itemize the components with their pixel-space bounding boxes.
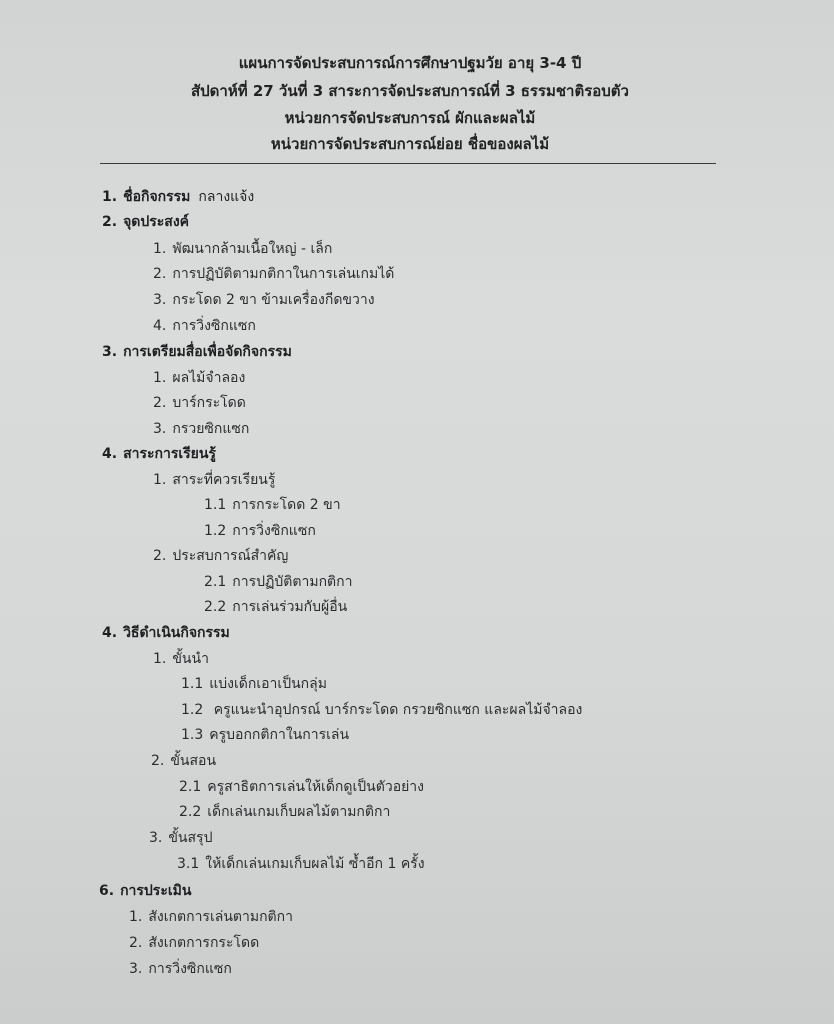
- item-number: 2.: [129, 935, 143, 951]
- item-text: เด็กเล่นเกมเก็บผลไม้ตามกติกา: [207, 804, 391, 820]
- item-text: สังเกตการเล่นตามกติกา: [148, 909, 293, 925]
- list-item: [149, 827, 212, 849]
- item-text: ประสบการณ์สำคัญ: [172, 548, 289, 564]
- list-item: [153, 392, 246, 414]
- sub-list-item: [181, 699, 582, 721]
- item-number: 1.: [153, 472, 167, 488]
- item-number: 2.2: [179, 804, 202, 820]
- item-text: การปฏิบัติตามกติกาในการเล่นเกมได้: [172, 266, 395, 282]
- sub-list-item: [179, 776, 424, 798]
- sub-list-item: [204, 596, 347, 618]
- item-text: ผลไม้จำลอง: [172, 370, 246, 386]
- item-number: 1.2: [181, 702, 204, 718]
- item-text: บาร์กระโดด: [172, 395, 246, 411]
- sub-list-item: [177, 853, 425, 875]
- item-text: ขั้นสรุป: [168, 830, 213, 846]
- header-divider: [100, 163, 716, 164]
- header-title-line-4: หน่วยการจัดประสบการณ์ย่อย ชื่อของผลไม้: [270, 135, 550, 153]
- section-number: 6.: [99, 883, 115, 899]
- item-text: ครูแนะนำอุปกรณ์ บาร์กระโดด กรวยซิกแซก และผลไม้จำลอง: [209, 702, 583, 718]
- item-text: การกระโดด 2 ขา: [232, 497, 341, 513]
- list-item: [129, 932, 259, 954]
- section-materials: [102, 341, 292, 363]
- section-title: วิธีดำเนินกิจกรรม: [123, 625, 230, 641]
- header-title-line-2: สัปดาห์ที่ 27 วันที่ 3 สาระการจัดประสบการณ์ที่ 3 ธรรมชาติรอบตัว: [191, 82, 629, 100]
- item-text: กระโดด 2 ขา ข้ามเครื่องกีดขวาง: [172, 292, 375, 308]
- list-item: [153, 315, 256, 337]
- list-item: [153, 545, 288, 567]
- item-text: การวิ่งซิกแซก: [148, 961, 232, 977]
- section-title: การประเมิน: [120, 883, 192, 899]
- list-item: [153, 367, 245, 389]
- item-number: 2.: [153, 395, 167, 411]
- section-procedure: [102, 622, 230, 644]
- section-number: 4.: [102, 625, 118, 641]
- item-number: 3.: [153, 421, 167, 437]
- sub-list-item: [179, 801, 390, 823]
- item-number: 1.2: [204, 523, 227, 539]
- item-number: 3.: [149, 830, 163, 846]
- item-number: 1.3: [181, 727, 204, 743]
- item-number: 2.1: [204, 574, 227, 590]
- section-value: กลางแจ้ง: [198, 189, 255, 205]
- item-text: ให้เด็กเล่นเกมเก็บผลไม้ ซ้ำอีก 1 ครั้ง: [205, 856, 425, 872]
- section-objectives: [102, 211, 189, 233]
- item-number: 1.1: [181, 676, 204, 692]
- item-text: สังเกตการกระโดด: [148, 935, 260, 951]
- section-number: 1.: [102, 189, 118, 205]
- item-number: 3.1: [177, 856, 200, 872]
- item-number: 2.2: [204, 599, 227, 615]
- list-item: [153, 469, 275, 491]
- item-number: 1.: [153, 370, 167, 386]
- item-text: กรวยซิกแซก: [172, 421, 250, 437]
- item-number: 2.: [153, 266, 167, 282]
- item-text: ขั้นนำ: [172, 651, 209, 667]
- item-text: พัฒนากล้ามเนื้อใหญ่ - เล็ก: [172, 241, 333, 257]
- item-number: 3.: [129, 961, 143, 977]
- section-evaluation: [99, 880, 191, 902]
- list-item: [153, 263, 394, 285]
- item-number: 1.: [153, 241, 167, 257]
- item-text: การวิ่งซิกแซก: [232, 523, 316, 539]
- list-item: [129, 906, 293, 928]
- item-number: 4.: [153, 318, 167, 334]
- item-text: ครูสาธิตการเล่นให้เด็กดูเป็นตัวอย่าง: [207, 779, 424, 795]
- sub-list-item: [204, 494, 341, 516]
- item-number: 1.: [129, 909, 143, 925]
- header-title-line-1: แผนการจัดประสบการณ์การศึกษาปฐมวัย อายุ 3-4 ปี: [238, 54, 582, 72]
- item-text: สาระที่ควรเรียนรู้: [172, 472, 276, 488]
- list-item: [151, 750, 216, 772]
- section-number: 3.: [102, 344, 118, 360]
- section-number: 4.: [102, 446, 118, 462]
- list-item: [153, 289, 375, 311]
- section-title: สาระการเรียนรู้: [123, 446, 216, 462]
- list-item: [153, 418, 249, 440]
- header-title-line-3: หน่วยการจัดประสบการณ์ ผักและผลไม้: [284, 109, 536, 127]
- item-number: 1.1: [204, 497, 227, 513]
- section-title: การเตรียมสื่อเพื่อจัดกิจกรรม: [123, 344, 292, 360]
- sub-list-item: [181, 724, 349, 746]
- list-item: [153, 648, 209, 670]
- section-title: ชื่อกิจกรรม: [123, 189, 191, 205]
- item-number: 2.: [151, 753, 165, 769]
- item-text: การเล่นร่วมกับผู้อื่น: [232, 599, 348, 615]
- item-number: 3.: [153, 292, 167, 308]
- section-activity-name: [102, 186, 254, 208]
- sub-list-item: [181, 673, 327, 695]
- item-number: 2.1: [179, 779, 202, 795]
- item-number: 2.: [153, 548, 167, 564]
- item-text: ครูบอกกติกาในการเล่น: [209, 727, 350, 743]
- sub-list-item: [204, 571, 352, 593]
- list-item: [129, 958, 232, 980]
- sub-list-item: [204, 520, 316, 542]
- section-number: 2.: [102, 214, 118, 230]
- section-learning-content: [102, 443, 216, 465]
- item-text: ขั้นสอน: [170, 753, 217, 769]
- list-item: [153, 238, 332, 260]
- item-text: แบ่งเด็กเอาเป็นกลุ่ม: [209, 676, 327, 692]
- item-number: 1.: [153, 651, 167, 667]
- section-title: จุดประสงค์: [123, 214, 190, 230]
- item-text: การวิ่งซิกแซก: [172, 318, 256, 334]
- item-text: การปฏิบัติตามกติกา: [232, 574, 353, 590]
